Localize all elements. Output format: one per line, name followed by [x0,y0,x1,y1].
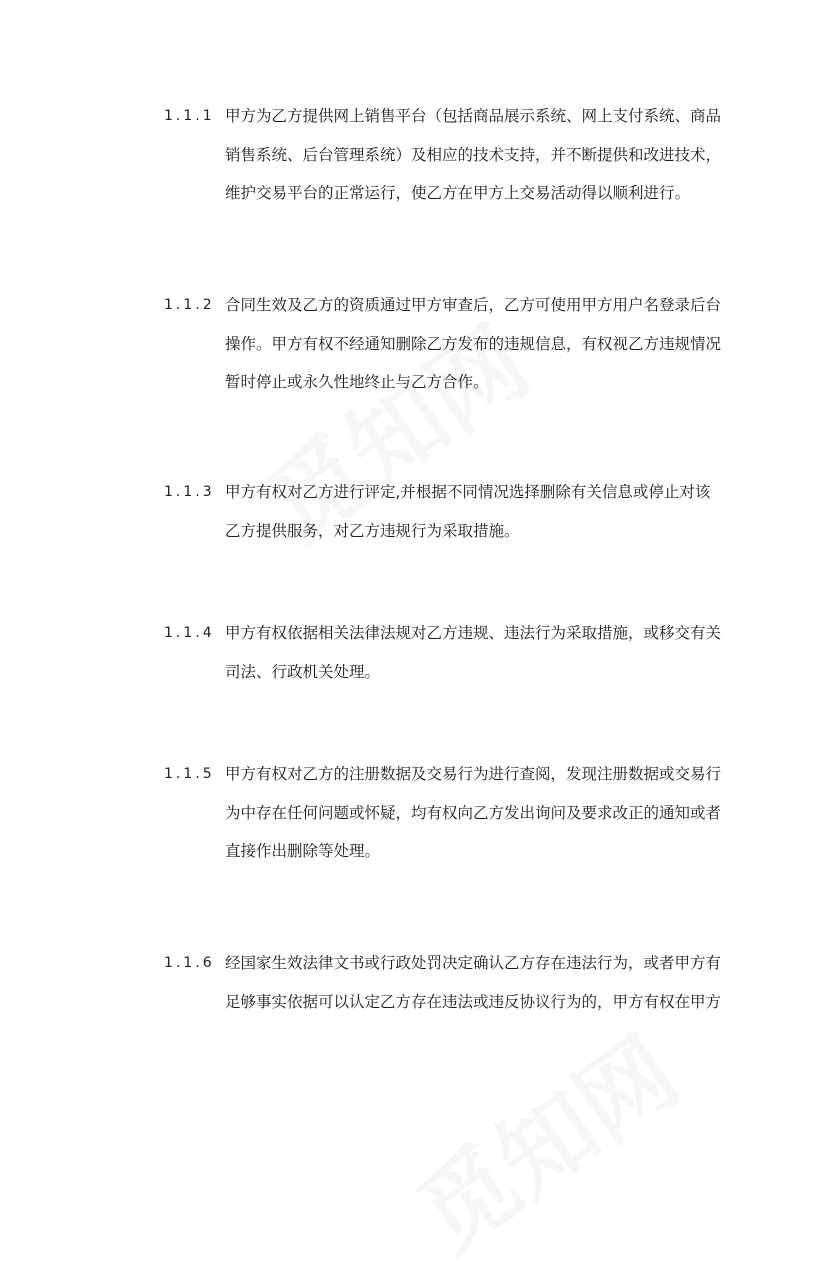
clause-text [225,473,760,550]
clause-text [225,614,760,691]
clause-line: 维护交易平台的正常运行，使乙方在甲方上交易活动得以顺利进行。 [225,184,691,202]
clause-text [225,286,760,402]
clause-line: 甲方为乙方提供网上销售平台（包括商品展示系统、网上支付系统、商品 [225,107,722,125]
clause-line: 销售系统、后台管理系统）及相应的技术支持，并不断提供和改进技术， [225,145,722,164]
clause-number: 1.1.3 [164,484,215,500]
clause-line: 暂时停止或永久性地终止与乙方合作。 [225,373,489,391]
clause-line: 甲方有权对乙方进行评定,并根据不同情况选择删除有关信息或停止对该 [225,483,711,501]
clause-number: 1.1.6 [164,955,215,971]
clause-line: 乙方提供服务，对乙方违规行为采取措施。 [225,521,520,540]
clause-line: 甲方有权依据相关法律法规对乙方违规、违法行为采取措施，或移交有关 [225,624,722,642]
clause-number: 1.1.4 [164,625,215,641]
clause-line: 司法、行政机关处理。 [225,662,381,681]
clause-number: 1.1.5 [164,766,215,782]
clause-line: 甲方有权对乙方的注册数据及交易行为进行查阅，发现注册数据或交易行 [225,765,722,783]
clause-text [225,944,760,1021]
clause-text [225,97,760,213]
clause-line: 操作。甲方有权不经通知删除乙方发布的违规信息，有权视乙方违规情况 [225,334,722,353]
clause-line: 直接作出删除等处理。 [225,842,381,860]
watermark-bottom [387,1000,701,1277]
clause-line: 为中存在任何问题或怀疑，均有权向乙方发出询问及要求改正的通知或者 [225,803,722,822]
clause-line: 足够事实依据可以认定乙方存在违法或违反协议行为的，甲方有权在甲方 [225,992,722,1011]
clause-number: 1.1.2 [164,297,215,313]
clause-line: 经国家生效法律文书或行政处罚决定确认乙方存在违法行为，或者甲方有 [225,954,722,972]
clause-number: 1.1.1 [164,108,215,124]
clause-text [225,755,760,871]
clause-line: 合同生效及乙方的资质通过甲方审查后，乙方可使用甲方用户名登录后台 [225,296,722,314]
